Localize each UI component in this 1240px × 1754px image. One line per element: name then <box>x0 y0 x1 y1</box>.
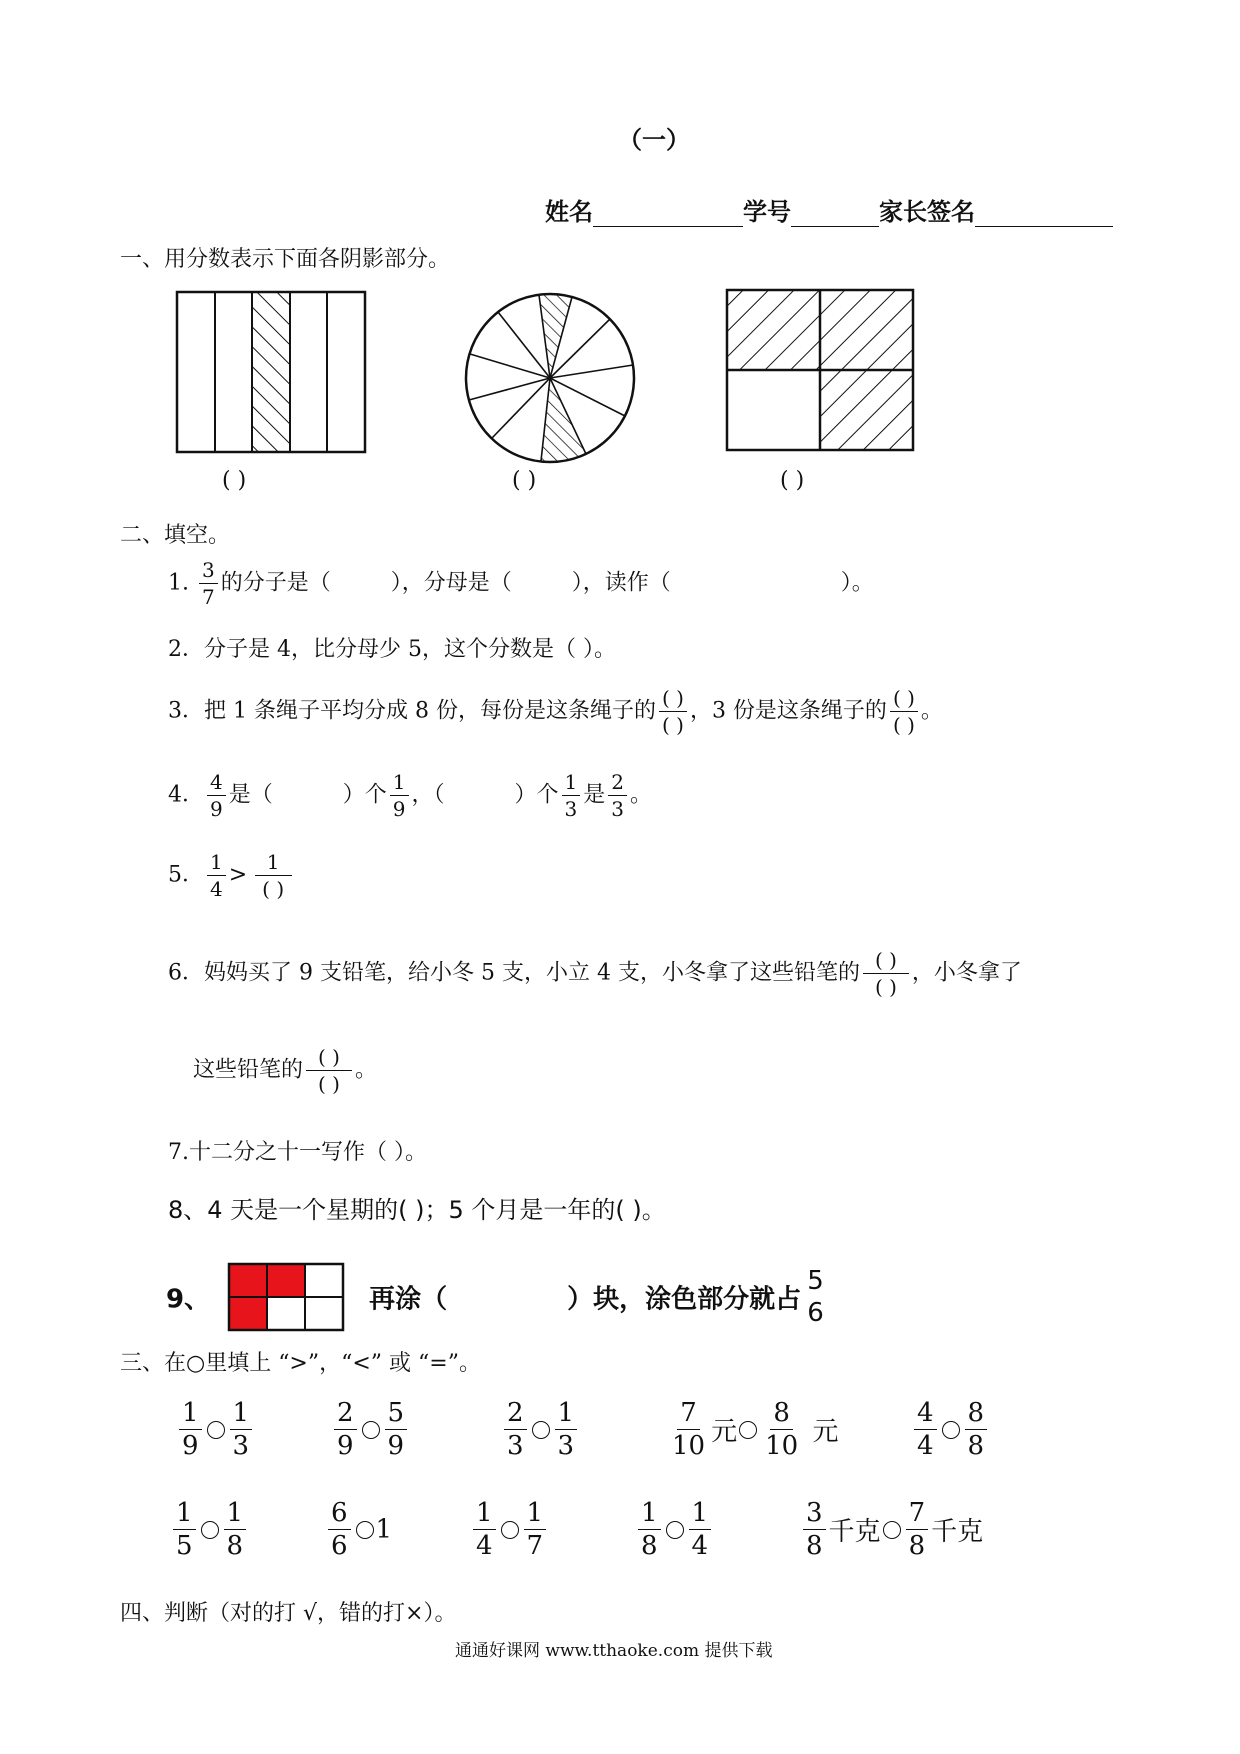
comparison-item <box>501 1400 580 1459</box>
fraction: $\frac{1}{4}$ <box>473 1500 496 1559</box>
student-info-row <box>545 192 1113 227</box>
number: 1 <box>375 1514 393 1545</box>
fraction: $\frac{6}{6}$ <box>328 1500 351 1559</box>
parent-signature-blank[interactable] <box>975 206 1113 227</box>
fraction-blank[interactable]: $\frac{( )}{( )}$ <box>890 688 918 735</box>
fraction: $\frac{1}{9}$ <box>179 1400 202 1459</box>
fraction: $\frac{4}{4}$ <box>914 1400 937 1459</box>
fraction: $\frac{2}{3}$ <box>504 1400 527 1459</box>
comparison-row-2 <box>170 1500 1070 1570</box>
section-3-heading: 三、在○里填上 “>”，“<” 或 “=”。 <box>120 1351 481 1376</box>
section-2-heading: 二、填空。 <box>120 523 231 548</box>
compare-circle-input[interactable] <box>883 1521 901 1539</box>
fraction-blank[interactable]: $\frac{( )}{( )}$ <box>659 688 687 735</box>
fraction: $\frac{8}{10}$ <box>765 1398 799 1461</box>
comparison-item <box>800 1500 983 1559</box>
question-2-3: 3．把 1 条绳子平均分成 8 份，每份是这条绳子的 $\frac{( )}{( )}$ ，3 份是这条绳子的 $\frac{( )}{( )}$ 。 <box>168 686 943 737</box>
answer-blank-1[interactable]: ( ) <box>222 468 247 493</box>
section-1-heading: 一、用分数表示下面各阴影部分。 <box>120 247 451 272</box>
question-2-6-continued: 这些铅笔的 $\frac{( )}{( )}$ 。 <box>193 1045 377 1096</box>
fraction-blank[interactable]: $\frac{1}{( )}$ <box>250 852 296 899</box>
grid-figure-2x3 <box>227 1262 345 1332</box>
fraction-1-4: $\frac{1}{4}$ <box>207 852 226 899</box>
comparison-item <box>470 1500 549 1559</box>
question-2-2: 2．分子是 4，比分母少 5，这个分数是（ ）。 <box>168 637 616 662</box>
unit-label: 千克 <box>931 1517 984 1547</box>
page-title: （一） <box>618 125 690 154</box>
comparison-item <box>325 1500 392 1559</box>
answer-blank-3[interactable]: ( ) <box>780 468 805 493</box>
parent-signature-label: 家长签名 <box>879 197 975 226</box>
question-2-5: 5． $\frac{1}{4}$ > $\frac{1}{( )}$ <box>168 852 299 899</box>
compare-circle-input[interactable] <box>501 1521 519 1539</box>
question-2-1: 1. $\frac{3}{7}$ 的分子是（ ），分母是（ ），读作（ ）。 <box>168 558 874 609</box>
name-label: 姓名 <box>545 197 593 226</box>
fraction: $\frac{5}{9}$ <box>385 1400 408 1459</box>
unit-label: 千克 <box>828 1517 881 1547</box>
fraction: $\frac{1}{3}$ <box>230 1400 253 1459</box>
answer-blank-2[interactable]: ( ) <box>512 468 537 493</box>
fraction-1-9: $\frac{1}{9}$ <box>390 772 409 819</box>
name-blank[interactable] <box>593 206 743 227</box>
fraction: $\frac{1}{7}$ <box>524 1500 547 1559</box>
number-blank[interactable] <box>791 206 879 227</box>
footer-credit: 通通好课网 www.tthaoke.com 提供下载 <box>455 1641 773 1661</box>
fraction: $\frac{8}{8}$ <box>965 1400 988 1459</box>
fraction: $\frac{1}{8}$ <box>638 1500 661 1559</box>
fraction: $\frac{7}{8}$ <box>906 1500 929 1559</box>
fraction: $\frac{1}{3}$ <box>555 1400 578 1459</box>
number-label: 学号 <box>743 197 791 226</box>
fraction-3-7: $\frac{3}{7}$ <box>199 560 218 607</box>
fraction-5-6: 5 6 <box>807 1266 824 1328</box>
compare-circle-input[interactable] <box>201 1521 219 1539</box>
figure-circle-sectors <box>460 290 640 470</box>
fraction: $\frac{1}{4}$ <box>689 1500 712 1559</box>
question-2-6: 6．妈妈买了 9 支铅笔，给小冬 5 支，小立 4 支，小冬拿了这些铅笔的 $\frac{( )}{( )}$ ，小冬拿了 <box>168 948 1022 999</box>
comparison-item <box>911 1400 990 1459</box>
unit-label: 元 <box>804 1417 839 1447</box>
comparison-row-1 <box>176 1400 1076 1470</box>
question-2-7: 7.十二分之十一写作（ ）。 <box>168 1140 427 1165</box>
section-4-heading: 四、判断（对的打 √，错的打×）。 <box>120 1601 457 1626</box>
fraction: $\frac{1}{8}$ <box>224 1500 247 1559</box>
compare-circle-input[interactable] <box>666 1521 684 1539</box>
comparison-item <box>176 1400 255 1459</box>
compare-circle-input[interactable] <box>739 1421 757 1439</box>
fraction-4-9: $\frac{4}{9}$ <box>207 772 226 819</box>
compare-circle-input[interactable] <box>207 1421 225 1439</box>
figure-square-quarters <box>722 285 922 465</box>
question-2-4: 4． $\frac{4}{9}$ 是（ ）个 $\frac{1}{9}$ ，（ ）个 $\frac{1}{3}$ 是 $\frac{2}{3}$ 。 <box>168 770 653 821</box>
compare-circle-input[interactable] <box>942 1421 960 1439</box>
comparison-item <box>170 1500 249 1559</box>
fraction-blank[interactable]: $\frac{( )}{( )}$ <box>306 1047 352 1094</box>
compare-circle-input[interactable] <box>362 1421 380 1439</box>
fraction: $\frac{7}{10}$ <box>672 1398 706 1461</box>
figure-rectangle-stripes <box>170 285 380 465</box>
question-2-8: 8、4 天是一个星期的( )；5 个月是一年的( )。 <box>168 1196 666 1224</box>
question-2-9: 9、 再涂（ ）块，涂色部分就占 5 6 <box>166 1262 830 1332</box>
fraction-2-3: $\frac{2}{3}$ <box>608 772 627 819</box>
comparison-item <box>331 1400 410 1459</box>
fraction-blank[interactable]: $\frac{( )}{( )}$ <box>863 950 909 997</box>
compare-circle-input[interactable] <box>356 1521 374 1539</box>
fraction: $\frac{2}{9}$ <box>334 1400 357 1459</box>
fraction-1-3: $\frac{1}{3}$ <box>562 772 581 819</box>
compare-circle-input[interactable] <box>532 1421 550 1439</box>
comparison-item <box>666 1400 838 1459</box>
comparison-item <box>635 1500 714 1559</box>
unit-label: 元 <box>711 1417 738 1447</box>
fraction: $\frac{1}{5}$ <box>173 1500 196 1559</box>
fraction: $\frac{3}{8}$ <box>803 1500 826 1559</box>
